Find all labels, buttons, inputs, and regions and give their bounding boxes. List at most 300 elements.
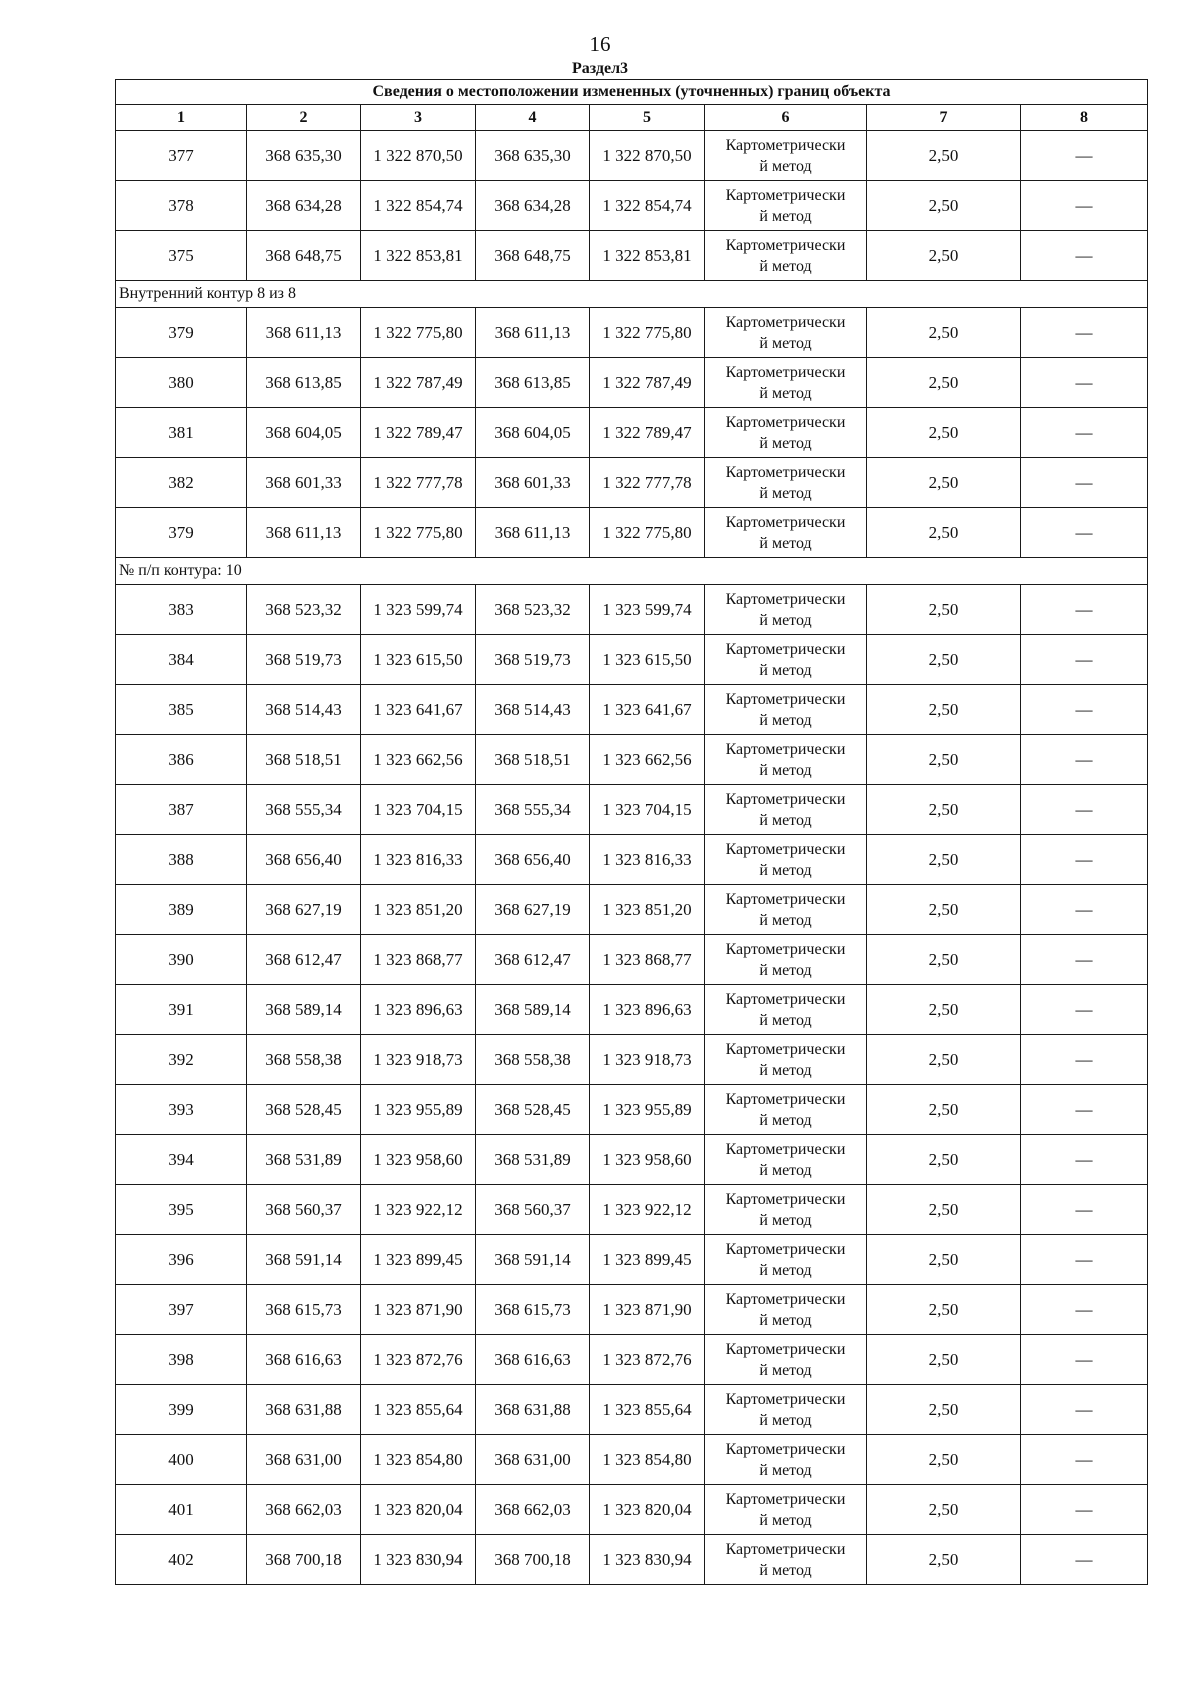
method-line-1: Картометрически [725,236,846,254]
y-coordinate: 1 323 855,64 [361,1385,476,1435]
y-coordinate-new: 1 322 853,81 [590,231,705,281]
method-cell [705,358,867,408]
y-coordinate: 1 323 918,73 [361,1035,476,1085]
note-cell: — [1021,408,1148,458]
method-cell [705,1135,867,1185]
y-coordinate: 1 323 922,12 [361,1185,476,1235]
x-coordinate-new: 368 612,47 [476,935,590,985]
x-coordinate: 368 627,19 [247,885,361,935]
y-coordinate: 1 323 854,80 [361,1435,476,1485]
method-line-2: й метод [759,157,812,175]
x-coordinate-new: 368 648,75 [476,231,590,281]
method-line-2: й метод [759,1061,812,1079]
table-row [116,985,1148,1035]
accuracy-cell: 2,50 [867,308,1021,358]
note-cell: — [1021,985,1148,1035]
method-cell [705,231,867,281]
method-line-1: Картометрически [725,940,846,958]
point-number: 402 [116,1535,247,1585]
point-number: 388 [116,835,247,885]
column-number: 3 [361,105,476,131]
table-row [116,1185,1148,1235]
x-coordinate: 368 514,43 [247,685,361,735]
point-number: 399 [116,1385,247,1435]
y-coordinate-new: 1 322 775,80 [590,308,705,358]
x-coordinate: 368 611,13 [247,308,361,358]
method-line-1: Картометрически [725,1390,846,1408]
point-number: 383 [116,585,247,635]
x-coordinate: 368 612,47 [247,935,361,985]
note-cell: — [1021,181,1148,231]
y-coordinate: 1 323 816,33 [361,835,476,885]
note-cell: — [1021,231,1148,281]
x-coordinate-new: 368 591,14 [476,1235,590,1285]
x-coordinate-new: 368 560,37 [476,1185,590,1235]
x-coordinate: 368 555,34 [247,785,361,835]
method-line-2: й метод [759,911,812,929]
accuracy-cell: 2,50 [867,508,1021,558]
method-cell [705,735,867,785]
x-coordinate-new: 368 615,73 [476,1285,590,1335]
method-cell [705,685,867,735]
method-line-2: й метод [759,1361,812,1379]
y-coordinate-new: 1 323 896,63 [590,985,705,1035]
accuracy-cell: 2,50 [867,1235,1021,1285]
x-coordinate: 368 662,03 [247,1485,361,1535]
method-line-2: й метод [759,534,812,552]
method-line-1: Картометрически [725,790,846,808]
method-line-1: Картометрически [725,1540,846,1558]
y-coordinate: 1 322 775,80 [361,308,476,358]
y-coordinate: 1 322 787,49 [361,358,476,408]
note-cell: — [1021,1285,1148,1335]
method-cell [705,1335,867,1385]
y-coordinate-new: 1 323 641,67 [590,685,705,735]
accuracy-cell: 2,50 [867,1485,1021,1535]
accuracy-cell: 2,50 [867,358,1021,408]
accuracy-cell: 2,50 [867,1385,1021,1435]
y-coordinate-new: 1 322 777,78 [590,458,705,508]
y-coordinate: 1 323 958,60 [361,1135,476,1185]
x-coordinate-new: 368 514,43 [476,685,590,735]
y-coordinate: 1 323 599,74 [361,585,476,635]
y-coordinate-new: 1 322 787,49 [590,358,705,408]
method-cell [705,935,867,985]
point-number: 382 [116,458,247,508]
method-line-2: й метод [759,257,812,275]
method-line-1: Картометрически [725,363,846,381]
method-cell [705,835,867,885]
table-row [116,1485,1148,1535]
x-coordinate-new: 368 604,05 [476,408,590,458]
method-line-2: й метод [759,1011,812,1029]
table-row [116,358,1148,408]
y-coordinate-new: 1 323 855,64 [590,1385,705,1435]
accuracy-cell: 2,50 [867,885,1021,935]
accuracy-cell: 2,50 [867,985,1021,1035]
table-row [116,935,1148,985]
method-line-1: Картометрически [725,990,846,1008]
y-coordinate-new: 1 323 816,33 [590,835,705,885]
x-coordinate: 368 700,18 [247,1535,361,1585]
x-coordinate-new: 368 662,03 [476,1485,590,1535]
note-cell: — [1021,685,1148,735]
y-coordinate: 1 323 662,56 [361,735,476,785]
method-line-1: Картометрически [725,186,846,204]
y-coordinate: 1 323 851,20 [361,885,476,935]
x-coordinate-new: 368 558,38 [476,1035,590,1085]
y-coordinate: 1 322 789,47 [361,408,476,458]
method-line-1: Картометрически [725,1440,846,1458]
point-number: 398 [116,1335,247,1385]
y-coordinate-new: 1 323 868,77 [590,935,705,985]
accuracy-cell: 2,50 [867,835,1021,885]
method-line-2: й метод [759,711,812,729]
accuracy-cell: 2,50 [867,585,1021,635]
note-cell: — [1021,1035,1148,1085]
x-coordinate: 368 528,45 [247,1085,361,1135]
y-coordinate: 1 323 872,76 [361,1335,476,1385]
accuracy-cell: 2,50 [867,685,1021,735]
method-cell [705,408,867,458]
accuracy-cell: 2,50 [867,635,1021,685]
accuracy-cell: 2,50 [867,1535,1021,1585]
x-coordinate: 368 631,88 [247,1385,361,1435]
table-title: Сведения о местоположении измененных (уточненных) границ объекта [116,80,1148,105]
note-cell: — [1021,358,1148,408]
x-coordinate: 368 560,37 [247,1185,361,1235]
method-line-2: й метод [759,1511,812,1529]
accuracy-cell: 2,50 [867,735,1021,785]
point-number: 384 [116,635,247,685]
accuracy-cell: 2,50 [867,231,1021,281]
note-cell: — [1021,585,1148,635]
note-cell: — [1021,458,1148,508]
method-line-2: й метод [759,1561,812,1579]
method-line-2: й метод [759,961,812,979]
point-number: 375 [116,231,247,281]
method-line-1: Картометрически [725,1240,846,1258]
point-number: 397 [116,1285,247,1335]
y-coordinate: 1 323 615,50 [361,635,476,685]
method-line-2: й метод [759,861,812,879]
y-coordinate: 1 323 896,63 [361,985,476,1035]
accuracy-cell: 2,50 [867,1335,1021,1385]
y-coordinate-new: 1 323 958,60 [590,1135,705,1185]
x-coordinate: 368 611,13 [247,508,361,558]
method-line-1: Картометрически [725,413,846,431]
x-coordinate-new: 368 613,85 [476,358,590,408]
table-row [116,1285,1148,1335]
x-coordinate: 368 635,30 [247,131,361,181]
method-cell [705,1385,867,1435]
table-row [116,735,1148,785]
x-coordinate: 368 631,00 [247,1435,361,1485]
table-row [116,1335,1148,1385]
point-number: 377 [116,131,247,181]
point-number: 390 [116,935,247,985]
y-coordinate-new: 1 323 955,89 [590,1085,705,1135]
table-row [116,885,1148,935]
x-coordinate: 368 523,32 [247,585,361,635]
method-line-1: Картометрически [725,740,846,758]
accuracy-cell: 2,50 [867,131,1021,181]
method-line-2: й метод [759,761,812,779]
method-line-2: й метод [759,207,812,225]
y-coordinate: 1 323 830,94 [361,1535,476,1585]
y-coordinate-new: 1 323 854,80 [590,1435,705,1485]
point-number: 401 [116,1485,247,1535]
point-number: 394 [116,1135,247,1185]
note-cell: — [1021,1185,1148,1235]
method-line-1: Картометрически [725,890,846,908]
y-coordinate: 1 323 641,67 [361,685,476,735]
point-number: 387 [116,785,247,835]
x-coordinate-new: 368 631,88 [476,1385,590,1435]
y-coordinate-new: 1 322 870,50 [590,131,705,181]
contour-label: Внутренний контур 8 из 8 [116,281,1148,308]
method-line-2: й метод [759,1261,812,1279]
method-cell [705,785,867,835]
method-line-1: Картометрически [725,1490,846,1508]
x-coordinate-new: 368 528,45 [476,1085,590,1135]
y-coordinate: 1 322 870,50 [361,131,476,181]
y-coordinate: 1 323 820,04 [361,1485,476,1535]
method-cell [705,1085,867,1135]
method-line-1: Картометрически [725,313,846,331]
method-cell [705,1185,867,1235]
x-coordinate: 368 656,40 [247,835,361,885]
table-row [116,835,1148,885]
table-row [116,231,1148,281]
y-coordinate: 1 323 704,15 [361,785,476,835]
x-coordinate-new: 368 555,34 [476,785,590,835]
x-coordinate-new: 368 635,30 [476,131,590,181]
x-coordinate: 368 589,14 [247,985,361,1035]
method-cell [705,308,867,358]
contour-header-row [116,558,1148,585]
x-coordinate: 368 601,33 [247,458,361,508]
accuracy-cell: 2,50 [867,408,1021,458]
column-number: 6 [705,105,867,131]
method-line-2: й метод [759,1311,812,1329]
note-cell: — [1021,1335,1148,1385]
method-line-1: Картометрически [725,513,846,531]
method-cell [705,985,867,1035]
table-body [116,131,1148,1585]
method-cell [705,131,867,181]
column-number: 8 [1021,105,1148,131]
method-line-2: й метод [759,1461,812,1479]
method-cell [705,181,867,231]
method-line-2: й метод [759,611,812,629]
y-coordinate-new: 1 323 615,50 [590,635,705,685]
y-coordinate: 1 322 853,81 [361,231,476,281]
column-number: 5 [590,105,705,131]
x-coordinate-new: 368 531,89 [476,1135,590,1185]
point-number: 378 [116,181,247,231]
x-coordinate-new: 368 656,40 [476,835,590,885]
accuracy-cell: 2,50 [867,1185,1021,1235]
note-cell: — [1021,885,1148,935]
method-line-1: Картометрически [725,1140,846,1158]
method-cell [705,1485,867,1535]
method-cell [705,458,867,508]
y-coordinate: 1 322 854,74 [361,181,476,231]
y-coordinate-new: 1 322 854,74 [590,181,705,231]
accuracy-cell: 2,50 [867,1135,1021,1185]
method-line-2: й метод [759,1211,812,1229]
table-row [116,585,1148,635]
x-coordinate: 368 634,28 [247,181,361,231]
table-row [116,1035,1148,1085]
x-coordinate-new: 368 631,00 [476,1435,590,1485]
method-line-2: й метод [759,484,812,502]
y-coordinate: 1 323 871,90 [361,1285,476,1335]
note-cell: — [1021,835,1148,885]
method-line-2: й метод [759,1411,812,1429]
y-coordinate: 1 322 775,80 [361,508,476,558]
x-coordinate-new: 368 700,18 [476,1535,590,1585]
method-line-1: Картометрически [725,640,846,658]
x-coordinate-new: 368 611,13 [476,308,590,358]
y-coordinate: 1 323 899,45 [361,1235,476,1285]
table-row [116,1385,1148,1435]
x-coordinate-new: 368 523,32 [476,585,590,635]
point-number: 385 [116,685,247,735]
method-line-1: Картометрически [725,1290,846,1308]
y-coordinate-new: 1 323 872,76 [590,1335,705,1385]
x-coordinate-new: 368 519,73 [476,635,590,685]
table-row [116,131,1148,181]
x-coordinate: 368 613,85 [247,358,361,408]
method-line-2: й метод [759,384,812,402]
x-coordinate: 368 616,63 [247,1335,361,1385]
table-row [116,1435,1148,1485]
method-line-2: й метод [759,661,812,679]
x-coordinate: 368 518,51 [247,735,361,785]
x-coordinate-new: 368 627,19 [476,885,590,935]
point-number: 396 [116,1235,247,1285]
note-cell: — [1021,735,1148,785]
note-cell: — [1021,1085,1148,1135]
point-number: 380 [116,358,247,408]
coordinates-table [115,79,1148,1585]
method-line-2: й метод [759,1161,812,1179]
point-number: 392 [116,1035,247,1085]
note-cell: — [1021,1535,1148,1585]
y-coordinate-new: 1 323 830,94 [590,1535,705,1585]
y-coordinate-new: 1 323 820,04 [590,1485,705,1535]
accuracy-cell: 2,50 [867,935,1021,985]
method-line-1: Картометрически [725,690,846,708]
x-coordinate: 368 591,14 [247,1235,361,1285]
method-cell [705,1035,867,1085]
column-number: 7 [867,105,1021,131]
note-cell: — [1021,635,1148,685]
table-row [116,508,1148,558]
point-number: 393 [116,1085,247,1135]
method-cell [705,885,867,935]
note-cell: — [1021,1385,1148,1435]
x-coordinate-new: 368 518,51 [476,735,590,785]
table-row [116,181,1148,231]
x-coordinate-new: 368 616,63 [476,1335,590,1385]
method-line-2: й метод [759,334,812,352]
method-line-1: Картометрически [725,463,846,481]
note-cell: — [1021,1435,1148,1485]
table-row [116,1085,1148,1135]
column-number: 2 [247,105,361,131]
method-cell [705,585,867,635]
column-number: 1 [116,105,247,131]
method-line-1: Картометрически [725,1040,846,1058]
method-line-1: Картометрически [725,1190,846,1208]
note-cell: — [1021,1135,1148,1185]
point-number: 395 [116,1185,247,1235]
table-row [116,635,1148,685]
y-coordinate-new: 1 323 851,20 [590,885,705,935]
accuracy-cell: 2,50 [867,1435,1021,1485]
method-line-1: Картометрически [725,136,846,154]
point-number: 400 [116,1435,247,1485]
table-row [116,408,1148,458]
table-row [116,785,1148,835]
x-coordinate-new: 368 611,13 [476,508,590,558]
note-cell: — [1021,308,1148,358]
point-number: 386 [116,735,247,785]
method-cell [705,1435,867,1485]
contour-label: № п/п контура: 10 [116,558,1148,585]
x-coordinate: 368 648,75 [247,231,361,281]
note-cell: — [1021,131,1148,181]
table-row [116,685,1148,735]
table-row [116,1235,1148,1285]
note-cell: — [1021,1485,1148,1535]
y-coordinate-new: 1 323 704,15 [590,785,705,835]
method-line-1: Картометрически [725,1090,846,1108]
x-coordinate-new: 368 634,28 [476,181,590,231]
accuracy-cell: 2,50 [867,785,1021,835]
y-coordinate: 1 323 955,89 [361,1085,476,1135]
table-row [116,1535,1148,1585]
y-coordinate-new: 1 322 789,47 [590,408,705,458]
y-coordinate-new: 1 323 662,56 [590,735,705,785]
y-coordinate-new: 1 323 918,73 [590,1035,705,1085]
section-title: Раздел3 [571,60,629,77]
point-number: 379 [116,308,247,358]
method-cell [705,1285,867,1335]
x-coordinate-new: 368 601,33 [476,458,590,508]
x-coordinate: 368 615,73 [247,1285,361,1335]
y-coordinate-new: 1 323 599,74 [590,585,705,635]
y-coordinate-new: 1 323 899,45 [590,1235,705,1285]
point-number: 391 [116,985,247,1035]
method-line-2: й метод [759,1111,812,1129]
method-line-2: й метод [759,811,812,829]
method-line-1: Картометрически [725,590,846,608]
method-cell [705,1235,867,1285]
accuracy-cell: 2,50 [867,1035,1021,1085]
accuracy-cell: 2,50 [867,1085,1021,1135]
x-coordinate: 368 519,73 [247,635,361,685]
table-row [116,458,1148,508]
point-number: 389 [116,885,247,935]
table-row [116,308,1148,358]
x-coordinate: 368 531,89 [247,1135,361,1185]
y-coordinate-new: 1 322 775,80 [590,508,705,558]
note-cell: — [1021,508,1148,558]
